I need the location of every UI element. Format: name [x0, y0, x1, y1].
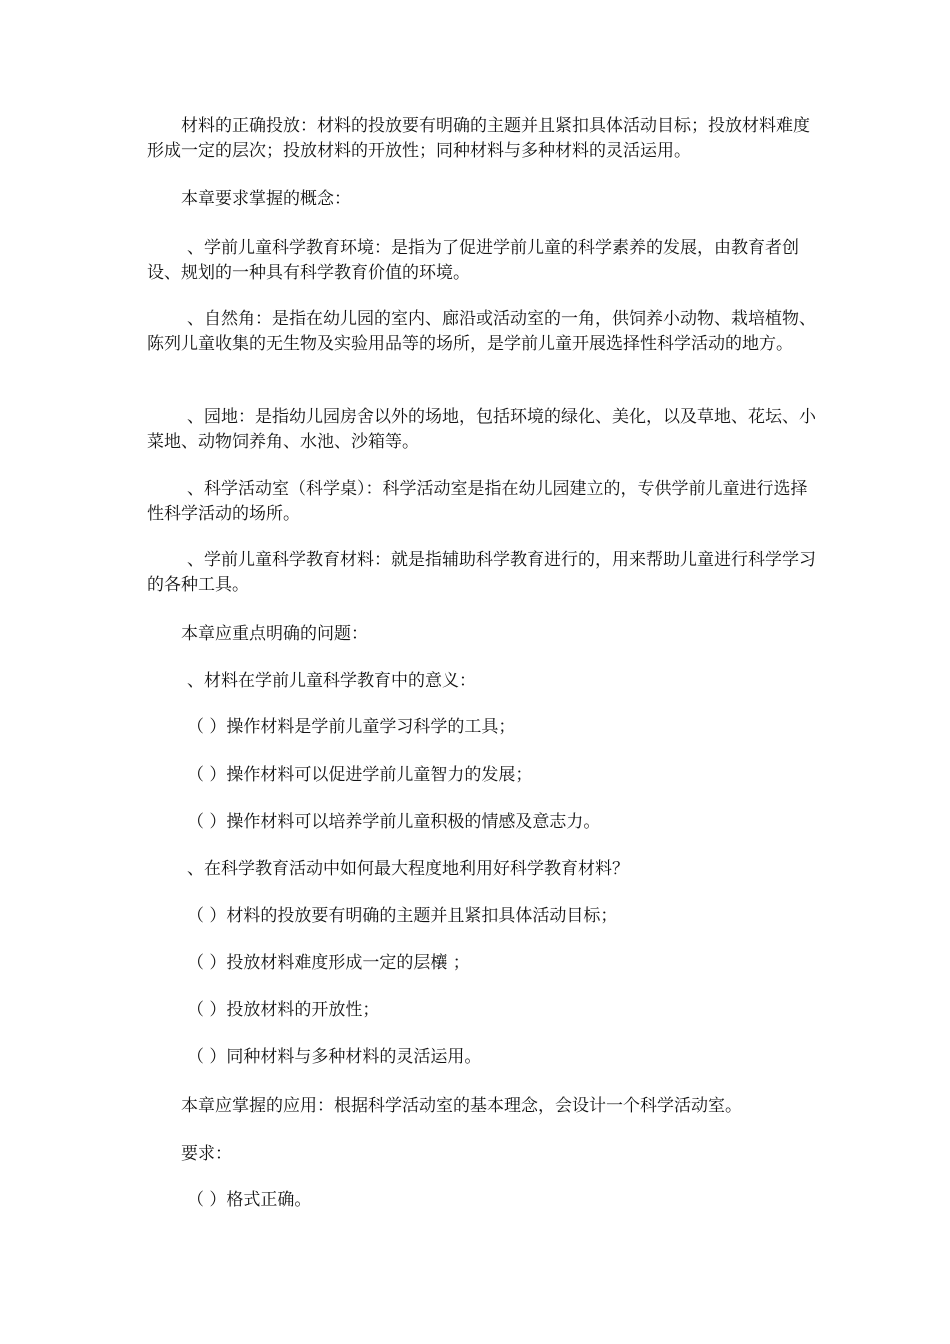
paragraph-question-2-item-2: （ ）投放材料难度形成一定的层欀 ； — [187, 953, 470, 973]
paragraph-key-questions-heading: 本章应重点明确的问题： — [181, 624, 368, 644]
paragraph-requirement-1: （ ）格式正确。 — [187, 1190, 312, 1210]
paragraph-question-1-item-1: （ ）操作材料是学前儿童学习科学的工具； — [187, 717, 516, 737]
paragraph-concept-environment: 、学前儿童科学教育环境：是指为了促进学前儿童的科学素养的发展，由教育者创设、规划的一种具有科学教育价值的环境。 — [147, 238, 799, 283]
paragraph-concept-science-room: 、科学活动室（科学桌）：科学活动室是指在幼儿园建立的，专供学前儿童进行选择性科学活动的场所。 — [147, 479, 808, 524]
paragraph-question-2-item-4: （ ）同种材料与多种材料的灵活运用。 — [187, 1047, 482, 1067]
paragraph-question-2-item-1: （ ）材料的投放要有明确的主题并且紧扣具体活动目标； — [187, 906, 618, 926]
paragraph-question-1-item-3: （ ）操作材料可以培养学前儿童积极的情感及意志力。 — [187, 812, 601, 832]
paragraph-question-2-item-3: （ ）投放材料的开放性； — [187, 1000, 380, 1020]
paragraph-concept-materials: 、学前儿童科学教育材料：就是指辅助科学教育进行的，用来帮助儿童进行科学学习的各种工具。 — [147, 550, 816, 595]
paragraph-material-placement: 材料的正确投放：材料的投放要有明确的主题并且紧扣具体活动目标；投放材料难度形成一定的层次；投放材料的开放性；同种材料与多种材料的灵活运用。 — [147, 116, 810, 161]
paragraph-concepts-heading: 本章要求掌握的概念： — [181, 189, 351, 209]
paragraph-question-1-item-2: （ ）操作材料可以促进学前儿童智力的发展； — [187, 765, 533, 785]
paragraph-question-2: 、在科学教育活动中如何最大程度地利用好科学教育材料？ — [187, 859, 629, 879]
paragraph-requirements-heading: 要求： — [181, 1144, 232, 1164]
paragraph-concept-garden: 、园地：是指幼儿园房舍以外的场地，包括环境的绿化、美化，以及草地、花坛、小菜地、动物饲养角、水池、沙箱等。 — [147, 407, 816, 452]
paragraph-application: 本章应掌握的应用：根据科学活动室的基本理念，会设计一个科学活动室。 — [181, 1096, 742, 1116]
paragraph-question-1: 、材料在学前儿童科学教育中的意义： — [187, 671, 476, 691]
paragraph-concept-nature-corner: 、自然角：是指在幼儿园的室内、廊沿或活动室的一角，供饲养小动物、栽培植物、陈列儿童收集的无生物及实验用品等的场所，是学前儿童开展选择性科学活动的地方。 — [147, 309, 816, 354]
